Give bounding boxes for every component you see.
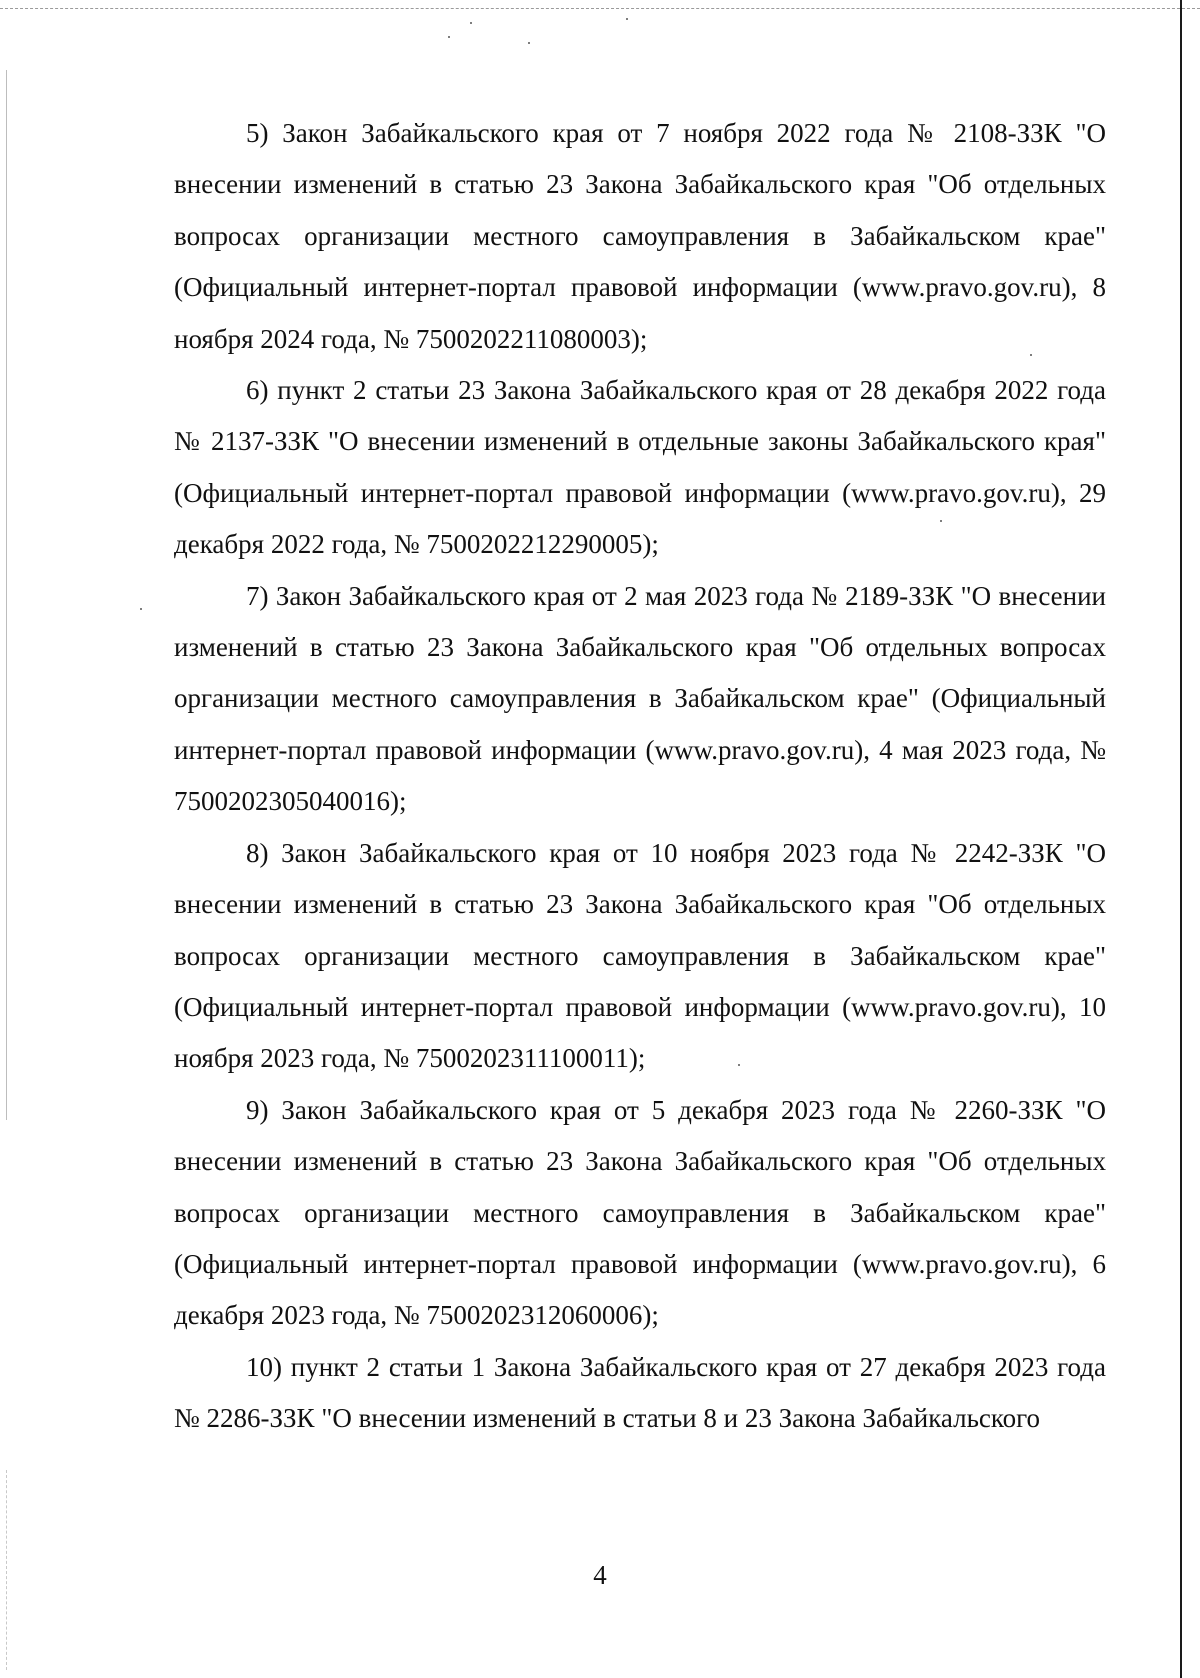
- scan-edge-top: [0, 8, 1200, 9]
- scan-speck: [626, 18, 628, 20]
- scan-speck: [470, 22, 472, 24]
- list-item-7: 7) Закон Забайкальского края от 2 мая 2023 года № 2189-ЗЗК "О внесении изменений в статью 23 Закона Забайкальского края "Об отдельных вопросах организации местного самоуправления в Забайкальском крае" (Официальный интернет-портал правовой информации (www.pravo.gov.ru), 4 мая 2023 года, № 7500202305040016);: [174, 580, 1106, 817]
- scan-edge-right: [1180, 0, 1182, 1678]
- scan-edge-left: [6, 70, 7, 1120]
- list-item-6: 6) пункт 2 статьи 23 Закона Забайкальского края от 28 декабря 2022 года № 2137-ЗЗК "О внесении изменений в отдельные законы Забайкальского края" (Официальный интернет-портал правовой информации (www.pravo.gov.ru), 29 декабря 2022 года, № 7500202212290005);: [174, 375, 1106, 560]
- list-item-5: 5) Закон Забайкальского края от 7 ноября 2022 года № 2108-ЗЗК "О внесении изменений в статью 23 Закона Забайкальского края "Об отдельных вопросах организации местного самоуправления в Забайкальском крае" (Официальный интернет-портал правовой информации (www.pravo.gov.ru), 8 ноября 2024 года, № 7500202211080003);: [174, 118, 1106, 354]
- scan-speck: [448, 36, 450, 38]
- list-item-10: 10) пункт 2 статьи 1 Закона Забайкальского края от 27 декабря 2023 года № 2286-ЗЗК "О внесении изменений в статьи 8 и 23 Закона Забайкальского: [174, 1351, 1106, 1434]
- page-number: 4: [593, 1560, 607, 1590]
- document-body: [174, 108, 1106, 1445]
- list-item-8: 8) Закон Забайкальского края от 10 ноября 2023 года № 2242-ЗЗК "О внесении изменений в статью 23 Закона Забайкальского края "Об отдельных вопросах организации местного самоуправления в Забайкальском крае" (Официальный интернет-портал правовой информации (www.pravo.gov.ru), 10 ноября 2023 года, № 7500202311100011);: [174, 837, 1106, 1074]
- list-item-9: 9) Закон Забайкальского края от 5 декабря 2023 года № 2260-ЗЗК "О внесении изменений в статью 23 Закона Забайкальского края "Об отдельных вопросах организации местного самоуправления в Забайкальском крае" (Официальный интернет-портал правовой информации (www.pravo.gov.ru), 6 декабря 2023 года, № 7500202312060006);: [174, 1094, 1106, 1331]
- scan-speck: [528, 42, 530, 44]
- scan-speck: [140, 608, 142, 610]
